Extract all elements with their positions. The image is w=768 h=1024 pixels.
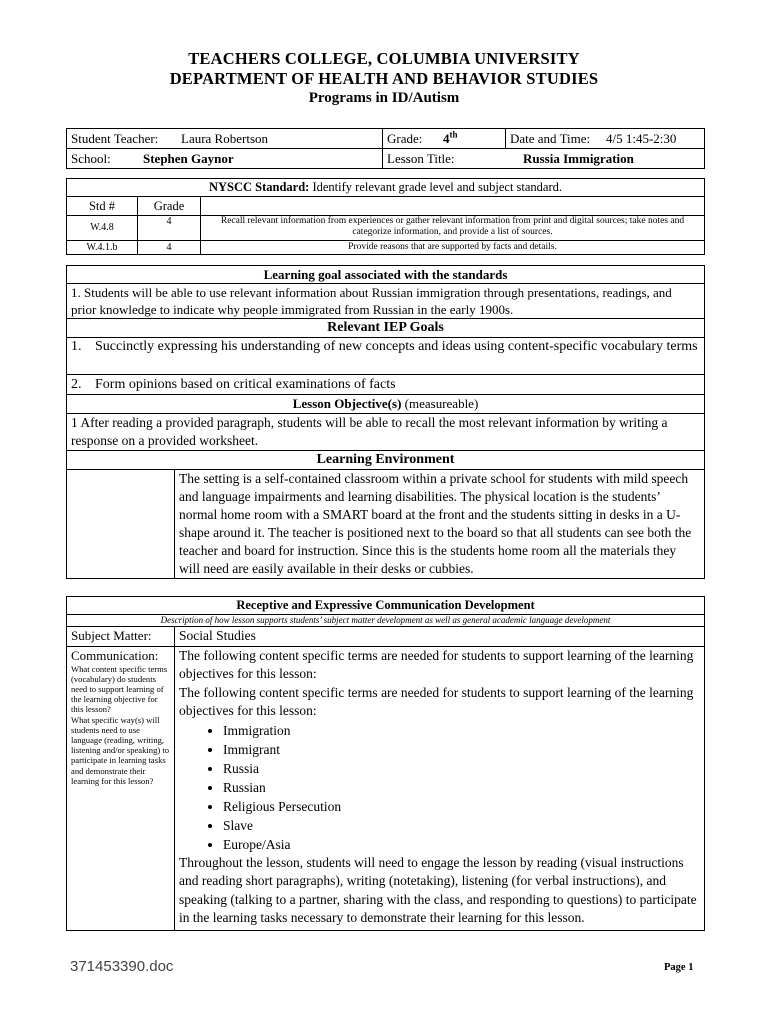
communication-content: [175, 646, 705, 930]
environment-title: Learning Environment: [67, 451, 705, 470]
iep-goal-text: Form opinions based on critical examinations of facts: [95, 377, 396, 392]
list-item: • Russian: [223, 778, 700, 797]
std-description: Provide reasons that are supported by facts and details.: [201, 241, 705, 255]
student-teacher-cell: [67, 129, 383, 149]
environment-text: The setting is a self-contained classroom within a private school for students with mild speech and language impairments and learning disabilities. The physical location is the students’ normal home room with a SMART board at the front and the students sitting in desks in a U-shape around it. The teacher is positioned next to the board so that all students can see both the teacher and board for instruction. Since this is the students home room all the materials they will need are easily available in their desks or cubbies.: [175, 470, 705, 579]
nyscc-header: [67, 179, 705, 197]
grade-label: Grade:: [387, 131, 423, 146]
grade-column-header: Grade: [138, 197, 201, 216]
school-cell: [67, 149, 383, 169]
nyscc-label: NYSCC Standard:: [208, 180, 310, 194]
table-row: [67, 241, 705, 255]
list-item: [71, 338, 700, 355]
vocabulary-intro-2: The following content specific terms are needed for students to support learning of the learning objectives for this lesson:: [179, 684, 694, 718]
school-value: Stephen Gaynor: [143, 151, 234, 166]
list-item: • Russia: [223, 759, 700, 778]
lesson-info-table: [66, 128, 705, 169]
subject-matter-label: Subject Matter:: [67, 627, 175, 647]
environment-label-cell: [67, 470, 175, 579]
department-title: DEPARTMENT OF HEALTH AND BEHAVIOR STUDIES: [169, 69, 599, 88]
goals-table: [66, 265, 705, 579]
communication-table: [66, 596, 705, 931]
lesson-title-cell: [383, 149, 705, 169]
institution-title: TEACHERS COLLEGE, COLUMBIA UNIVERSITY: [188, 49, 580, 68]
learning-goal-title: Learning goal associated with the standards: [67, 266, 705, 284]
communication-question-1: What content specific terms (vocabulary) do students need to support learning of the learning objective for this lesson?: [71, 663, 168, 715]
objective-title-bold: Lesson Objective(s): [292, 396, 402, 411]
std-grade: 4: [138, 216, 201, 241]
grade-cell: [383, 129, 506, 149]
communication-question-2: What specific way(s) will students need to use language (reading, writing, listening and/or speaking) to participate in learning tasks and demonstrate their learning for this lesson?: [71, 714, 170, 786]
subject-matter-value: Social Studies: [175, 627, 705, 647]
iep-goal-1: [67, 338, 705, 375]
std-grade: 4: [138, 241, 201, 255]
vocabulary-list: [179, 721, 700, 854]
date-cell: [506, 129, 705, 149]
language-use-paragraph: Throughout the lesson, students will need to engage the lesson by reading (visual instructions and reading short paragraphs), writing (notetaking), listening (for verbal instructions), and speaking (talking to a partner, sharing with the class, and responding to questions) to participate in the learning tasks necessary to demonstrate their learning for this lesson.: [179, 854, 697, 925]
list-item: • Religious Persecution: [223, 797, 700, 816]
footer-page-number: Page 1: [664, 962, 694, 973]
iep-goal-text: Succinctly expressing his understanding of new concepts and ideas using content-specific vocabulary terms: [95, 339, 698, 354]
lesson-title-label: Lesson Title:: [387, 151, 455, 166]
school-label: School:: [71, 151, 111, 166]
list-item: • Europe/Asia: [223, 835, 700, 854]
iep-goal-number: 2.: [71, 377, 82, 392]
communication-label: Communication:: [71, 647, 159, 663]
objective-title-note: (measureable): [404, 396, 479, 411]
std-column-header: Std #: [67, 197, 138, 216]
standards-table: [66, 178, 705, 255]
communication-side-cell: [67, 646, 175, 930]
list-item: [71, 375, 700, 394]
date-label: Date and Time:: [510, 131, 591, 146]
lesson-title-value: Russia Immigration: [523, 151, 634, 166]
learning-goal-text: 1. Students will be able to use relevant information about Russian immigration through presentations, readings, and prior knowledge to indicate why people immigrated from Russian in the early 1900s.: [67, 284, 705, 319]
list-item: • Immigrant: [223, 740, 700, 759]
grade-value: 4: [443, 131, 450, 146]
footer-filename: 371453390.doc: [70, 958, 174, 975]
iep-goals-title: Relevant IEP Goals: [67, 319, 705, 338]
date-value: 4/5 1:45-2:30: [606, 131, 677, 146]
communication-description: Description of how lesson supports students’ subject matter development as well as general academic language development: [67, 615, 705, 627]
objective-text: 1 After reading a provided paragraph, students will be able to recall the most relevant information by writing a response on a provided worksheet.: [67, 414, 705, 451]
nyscc-text: Identify relevant grade level and subject standard.: [312, 180, 563, 194]
std-number: W.4.8: [67, 216, 138, 241]
objective-title: [67, 395, 705, 414]
std-description: Recall relevant information from experiences or gather relevant information from print and digital sources; take notes and categorize information, and provide a list of sources.: [201, 216, 705, 241]
std-number: W.4.1.b: [67, 241, 138, 255]
student-teacher-label: Student Teacher:: [71, 131, 159, 146]
communication-title: Receptive and Expressive Communication Development: [67, 597, 705, 615]
vocabulary-intro-1: The following content specific terms are needed for students to support learning of the learning objectives for this lesson:: [179, 647, 694, 681]
grade-superscript: th: [449, 129, 458, 140]
program-title: Programs in ID/Autism: [308, 90, 460, 106]
standard-text-column-header: [201, 197, 705, 216]
list-item: • Immigration: [223, 721, 700, 740]
iep-goal-number: 1.: [71, 339, 82, 354]
iep-goal-2: [67, 375, 705, 395]
student-teacher-value: Laura Robertson: [181, 131, 269, 146]
table-row: [67, 216, 705, 241]
list-item: • Slave: [223, 816, 700, 835]
